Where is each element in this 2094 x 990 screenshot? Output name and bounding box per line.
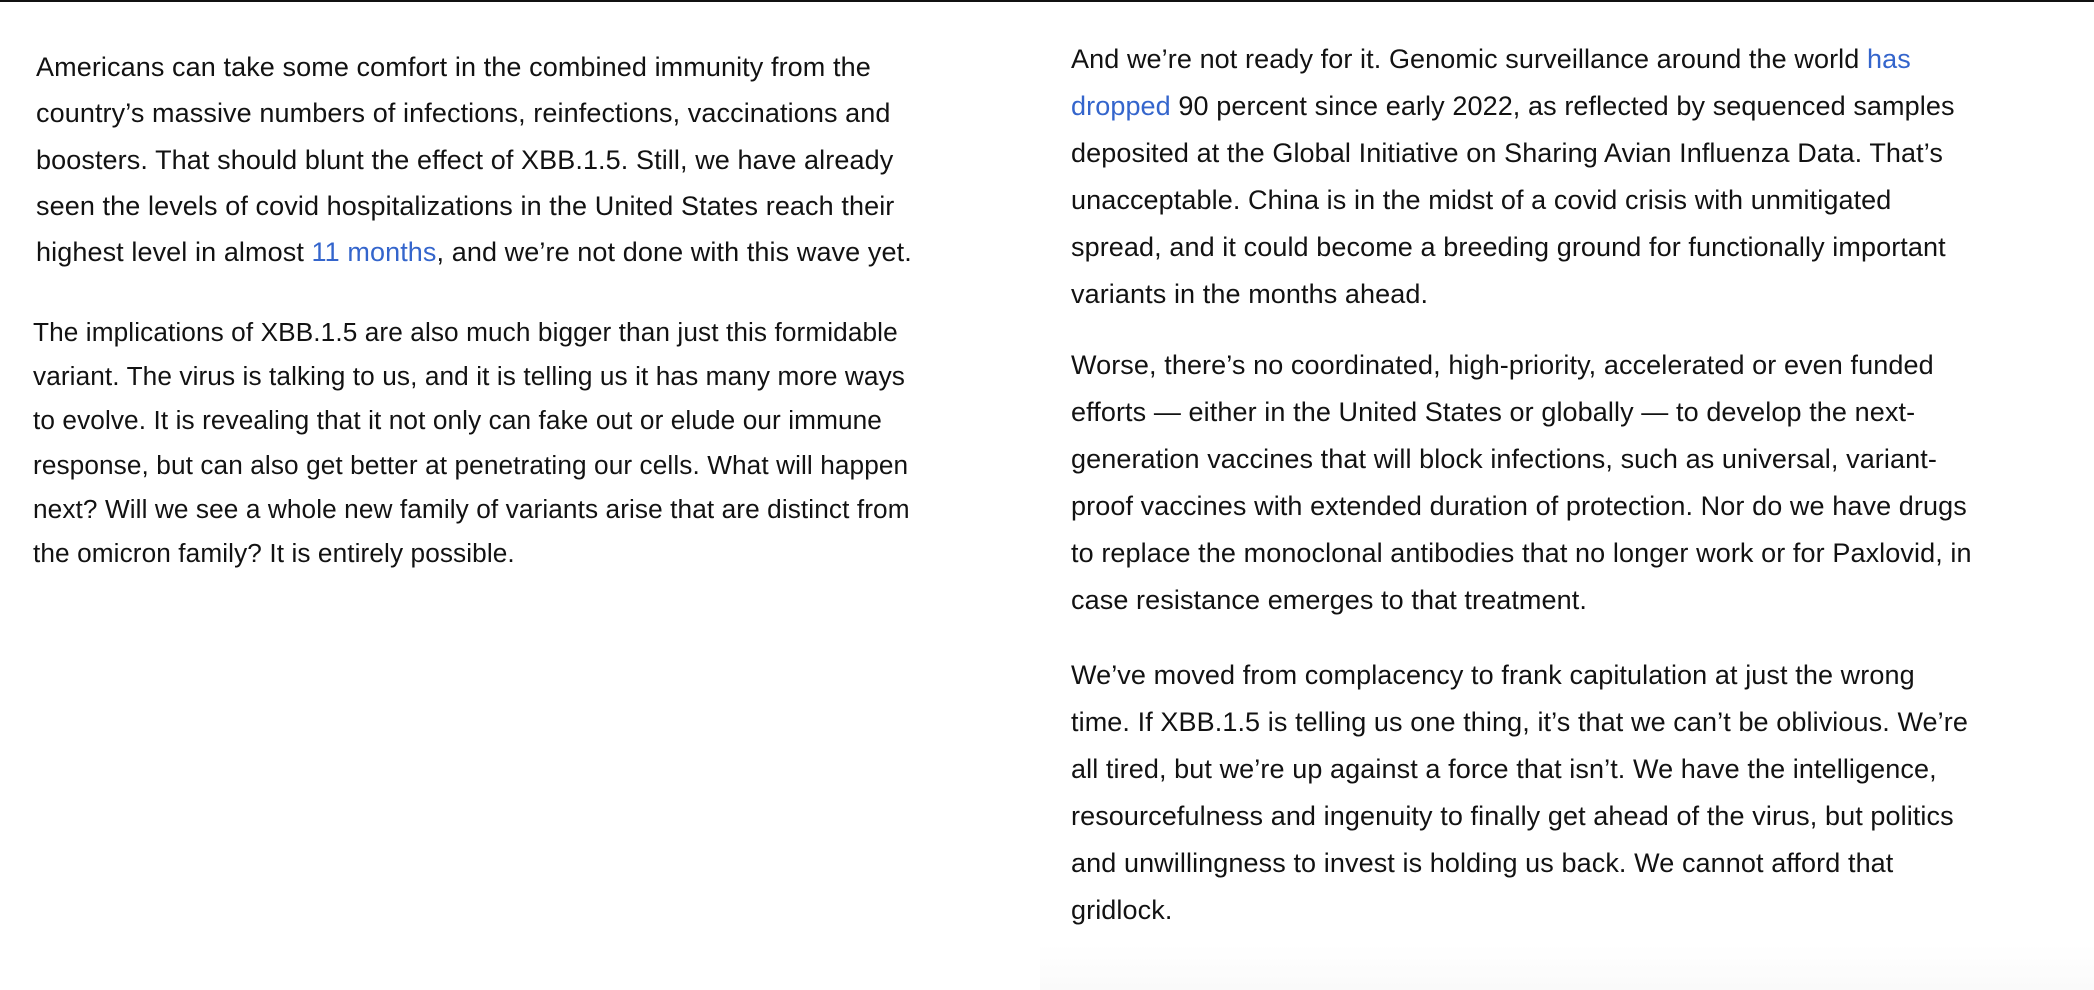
top-divider <box>0 0 2094 2</box>
text-line: Worse, there’s no coordinated, high-priority, accelerated or even funded <box>1071 350 1934 380</box>
text-line: seen the levels of covid hospitalizations in the United States reach their <box>36 190 895 221</box>
text-line: to evolve. It is revealing that it not only can fake out or elude our immune <box>33 405 882 436</box>
text-line: boosters. That should blunt the effect of XBB.1.5. Still, we have already <box>36 144 894 175</box>
text-segment: And we’re not ready for it. Genomic surveillance around the world <box>1071 44 1867 74</box>
paragraph-worse <box>1071 342 2071 624</box>
text-line: gridlock. <box>1071 895 1173 925</box>
text-line: next? Will we see a whole new family of variants arise that are distinct from <box>33 493 910 524</box>
text-segment: 90 percent since early 2022, as reflected by sequenced samples <box>1170 91 1955 121</box>
link-has-dropped-cont[interactable]: dropped <box>1071 91 1171 121</box>
text-segment: , and we’re not done with this wave yet. <box>436 237 912 268</box>
text-line: generation vaccines that will block infections, such as universal, variant- <box>1071 444 1937 474</box>
text-line: time. If XBB.1.5 is telling us one thing, it’s that we can’t be oblivious. We’re <box>1071 707 1968 737</box>
paragraph-not-ready <box>1071 36 2071 318</box>
text-line <box>1071 36 2071 83</box>
text-line: proof vaccines with extended duration of protection. Nor do we have drugs <box>1071 491 1967 521</box>
text-line: deposited at the Global Initiative on Sharing Avian Influenza Data. That’s <box>1071 138 1943 168</box>
text-line: The implications of XBB.1.5 are also much bigger than just this formidable <box>33 317 898 347</box>
text-line: response, but can also get better at penetrating our cells. What will happen <box>33 449 909 480</box>
text-segment: highest level in almost <box>36 237 312 268</box>
text-line: to replace the monoclonal antibodies that no longer work or for Paxlovid, in <box>1071 538 1972 568</box>
text-line: unacceptable. China is in the midst of a covid crisis with unmitigated <box>1071 185 1892 215</box>
text-line: case resistance emerges to that treatment. <box>1071 585 1587 615</box>
text-line: variant. The virus is talking to us, and it is telling us it has many more ways <box>33 361 905 392</box>
link-has-dropped[interactable]: has <box>1867 44 1911 74</box>
text-line: and unwillingness to invest is holding us back. We cannot afford that <box>1071 848 1894 878</box>
text-line: country’s massive numbers of infections, reinfections, vaccinations and <box>36 98 891 129</box>
text-line <box>1071 83 2071 130</box>
text-line: all tired, but we’re up against a force that isn’t. We have the intelligence, <box>1071 754 1937 784</box>
text-line: resourcefulness and ingenuity to finally get ahead of the virus, but politics <box>1071 801 1954 831</box>
paragraph-capitulation <box>1071 652 2071 934</box>
text-line: spread, and it could become a breeding ground for functionally important <box>1071 232 1946 262</box>
text-line: We’ve moved from complacency to frank capitulation at just the wrong <box>1071 660 1915 690</box>
text-line: Americans can take some comfort in the combined immunity from the <box>36 52 871 82</box>
text-line: the omicron family? It is entirely possible. <box>33 538 515 569</box>
link-11-months[interactable]: 11 months <box>311 237 437 268</box>
paragraph-implications <box>33 310 983 575</box>
text-line <box>36 229 986 275</box>
text-line: variants in the months ahead. <box>1071 279 1429 309</box>
bottom-fade <box>1040 945 2094 990</box>
paragraph-immunity <box>36 44 986 275</box>
text-line: efforts — either in the United States or globally — to develop the next- <box>1071 397 1916 427</box>
